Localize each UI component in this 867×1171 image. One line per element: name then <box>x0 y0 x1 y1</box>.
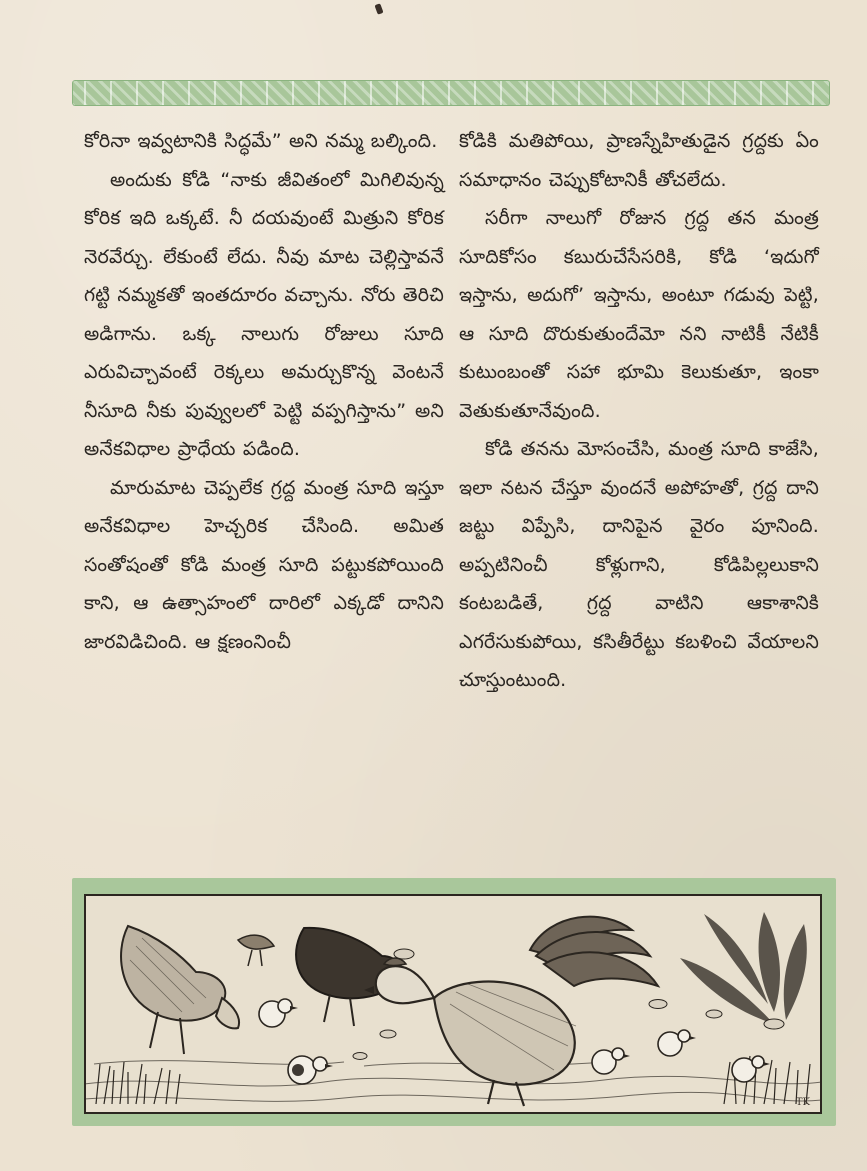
chick <box>658 1030 696 1056</box>
right-column <box>459 122 819 700</box>
leaves <box>680 912 807 1024</box>
paragraph: కోరినా ఇవ్వటానికి సిద్ధమే” అని నమ్మ బల్కింది. <box>84 130 438 152</box>
chick <box>732 1056 770 1082</box>
illustration <box>84 894 822 1114</box>
illustration-frame <box>72 878 836 1126</box>
artist-signature: TK <box>795 1097 810 1108</box>
story-text <box>84 122 844 862</box>
paragraph: కోడి తనను మోసంచేసి, మంత్ర సూది కాజేసి, ఇలా నటన చేస్తూ వుందనే అపోహతో, గ్రద్ద దాని జట్టు విప్పేసి, దానిపైన వైరం పూనింది. అప్పటినించీ కోళ్లుగాని, కోడిపిల్లలుకాని కంటబడితే, గ్రద్ద వాటిని ఆకాశానికి ఎగరేసుకుపోయి, కసితీరేట్టు కబళించి వేయాలని చూస్తుంటుంది. <box>459 438 819 691</box>
chick <box>259 999 298 1027</box>
small-bird <box>238 935 274 966</box>
paragraph: కోడికి మతిపోయి, ప్రాణస్నేహితుడైన గ్రద్దకు ఏం సమాధానం చెప్పుకోటానికీ తోచలేదు. <box>459 130 819 191</box>
chick <box>592 1048 630 1074</box>
left-column <box>84 122 444 661</box>
ink-speck <box>374 3 383 14</box>
paragraph: సరీగా నాలుగో రోజున గ్రద్ద తన మంత్ర సూదికోసం కబురుచేసేసరికి, కోడి ‘ఇదుగో ఇస్తాను, అదుగో’ ఇస్తాను, అంటూ గడువు పెట్టి, ఆ సూది దొరుకుతుందేమో నని నాటికీ నేటికీ కుటుంబంతో సహా భూమి కెలుకుతూ, ఇంకా వెతుకుతూనేవుంది. <box>459 207 819 422</box>
paragraph: మారుమాట చెప్పలేక గ్రద్ద మంత్ర సూది ఇస్తూ అనేకవిధాల హెచ్చరిక చేసింది. అమిత సంతోషంతో కోడి మంత్ర సూది పట్టుకపోయింది కాని, ఆ ఉత్సాహంలో దారిలో ఎక్కడో దానిని జారవిడిచింది. ఆ క్షణంనించీ <box>84 476 444 653</box>
hen-pecking <box>121 926 239 1054</box>
rooster <box>364 917 658 1106</box>
chick <box>288 1056 333 1084</box>
chickens-illustration <box>84 894 822 1114</box>
decorative-border-band <box>72 80 830 106</box>
paragraph: అందుకు కోడి “నాకు జీవితంలో మిగిలివున్న కోరిక ఇది ఒక్కటే. నీ దయవుంటే మిత్రుని కోరిక నెరవేర్చు. లేకుంటే లేదు. నీవు మాట చెల్లిస్తావనే గట్టి నమ్మకతో ఇంతదూరం వచ్చాను. నోరు తెరిచి అడిగాను. ఒక్క నాలుగు రోజులు సూది ఎరువిచ్చావంటే రెక్కలు అమర్చుకొన్న వెంటనే నీసూది నీకు పువ్వులలో పెట్టి వప్పగిస్తాను” అని అనేకవిధాల ప్రాధేయ పడింది. <box>84 168 444 460</box>
